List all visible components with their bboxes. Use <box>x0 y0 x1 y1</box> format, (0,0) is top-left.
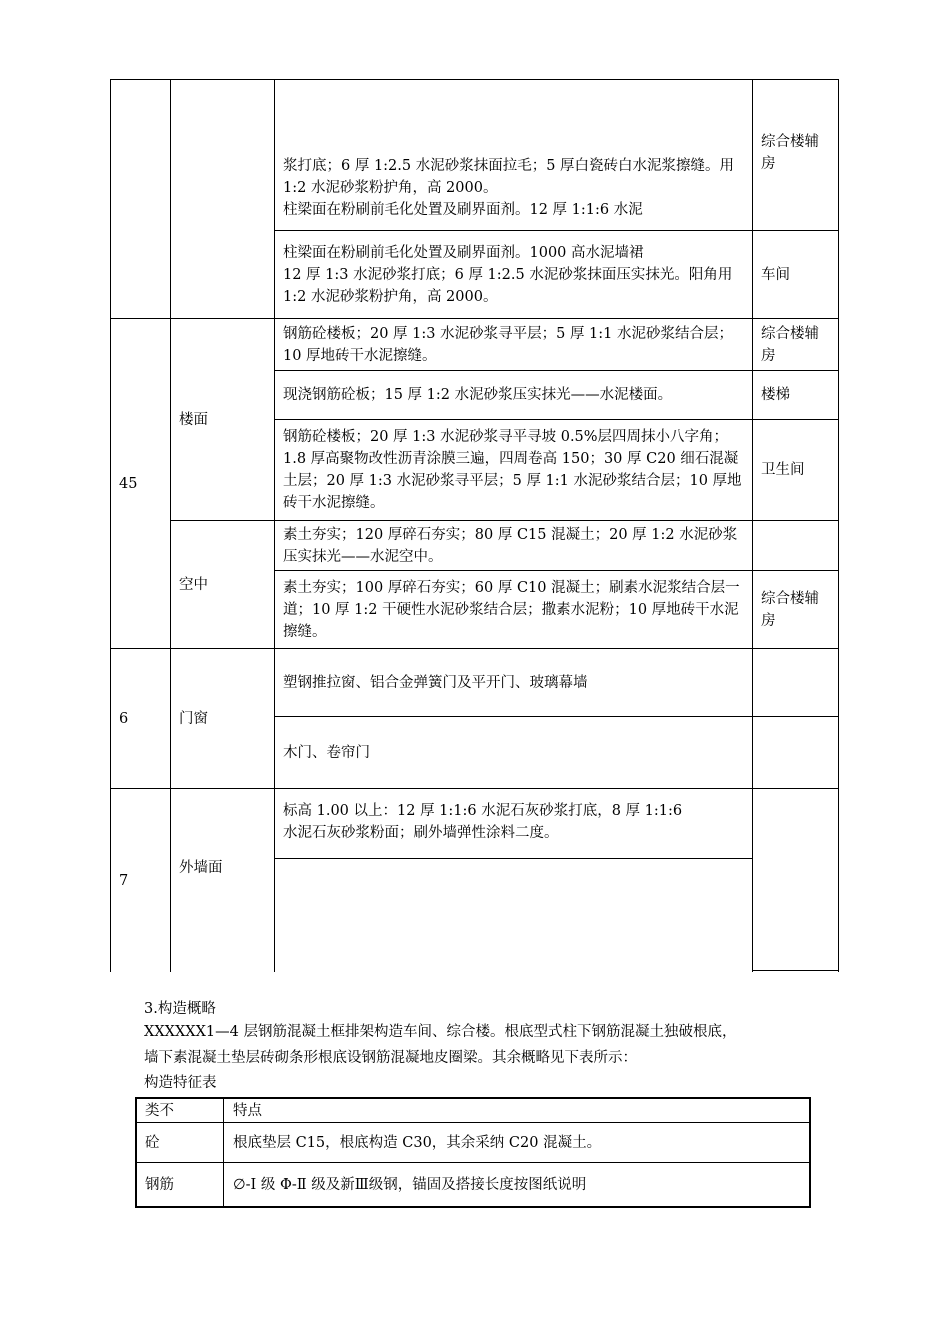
table-line <box>752 970 839 971</box>
table-cell-use <box>753 789 838 970</box>
cell-text: 门窗 <box>179 710 208 727</box>
cell-text: 综合楼辅房 <box>761 325 819 364</box>
cell-text: 综合楼辅房 <box>761 590 819 629</box>
table-line <box>809 1097 811 1208</box>
table-header-cell <box>137 1099 223 1122</box>
table-cell-use <box>753 649 838 716</box>
table-cell <box>137 1163 223 1206</box>
cell-text: 柱梁面在粉刷前毛化处置及刷界面剂。1000 高水泥墙裙 12 厚 1:3 水泥砂浆打底；6 厚 1:2.5 水泥砂浆抹面压实抹光。阳角用 1:2 水泥砂浆粉护角，高 2000。 <box>283 244 733 305</box>
table-cell-category <box>171 789 274 946</box>
table-line <box>110 79 839 80</box>
cell-text: 楼面 <box>179 411 208 428</box>
cell-text: 砼 <box>145 1134 160 1151</box>
cell-text: 类不 <box>145 1102 174 1119</box>
cell-text: 空中 <box>179 576 208 593</box>
table-header-cell <box>224 1099 809 1122</box>
cell-text: 钢筋砼楼板；20 厚 1:3 水泥砂浆寻平层；5 厚 1:1 水泥砂浆结合层；10 厚地砖干水泥擦缝。 <box>283 325 734 364</box>
table-cell-desc <box>275 155 752 230</box>
cell-text: 车间 <box>761 266 790 283</box>
table-cell-use <box>753 319 838 370</box>
table-caption: 构造特征表 <box>144 1075 217 1091</box>
table-cell-use <box>753 131 838 191</box>
table-cell-desc <box>275 800 752 858</box>
cell-text: 45 <box>119 475 138 492</box>
section-paragraph-line: 墙下素混凝土垫层砖砌条形根底设钢筋混凝地皮圈梁。其余概略见下表所示： <box>144 1050 637 1066</box>
table-cell-desc <box>275 717 752 788</box>
cell-text: 木门、卷帘门 <box>283 744 370 761</box>
table-line <box>135 1206 811 1208</box>
cell-text: 综合楼辅房 <box>761 134 819 172</box>
cell-text: 楼梯 <box>761 387 790 403</box>
cell-text: 素土夯实；100 厚碎石夯实；60 厚 C10 混凝土；刷素水泥浆结合层一道；10 厚 1:2 干硬性水泥砂浆结合层；撒素水泥粉；10 厚地砖干水泥擦缝。 <box>283 579 740 640</box>
table-cell-desc <box>275 649 752 716</box>
cell-text: 外墙面 <box>179 859 223 876</box>
cell-text: 塑钢推拉窗、铝合金弹簧门及平开门、玻璃幕墙 <box>283 674 588 691</box>
table-cell-use <box>753 231 838 318</box>
cell-text: 钢筋 <box>145 1176 174 1193</box>
table-cell-use <box>753 521 838 570</box>
structure-feature-table <box>135 1097 811 1208</box>
table-cell-category <box>171 319 274 520</box>
table-cell-desc <box>275 859 752 972</box>
table-cell-category <box>171 521 274 648</box>
table-cell <box>137 1123 223 1162</box>
table-cell-use <box>753 371 838 419</box>
table-cell-desc <box>275 521 752 570</box>
section-heading: 3.构造概略 <box>144 1001 216 1017</box>
table-cell-number <box>111 319 170 648</box>
section-paragraph-line: XXXXXX1—4 层钢筋混凝土框排架构造车间、综合楼。根底型式柱下钢筋混凝土独破根底， <box>144 1024 737 1040</box>
table-cell-number <box>111 789 170 972</box>
table-cell-category <box>171 649 274 788</box>
cell-text: 素土夯实；120 厚碎石夯实；80 厚 C15 混凝土；20 厚 1:2 水泥砂浆压实抹光——水泥空中。 <box>283 526 738 565</box>
cell-text: 6 <box>119 710 129 727</box>
cell-text: 卫生间 <box>761 462 805 478</box>
cell-text: 浆打底；6 厚 1:2.5 水泥砂浆抹面拉毛；5 厚白瓷砖白水泥浆擦缝。用 1:2 水泥砂浆粉护角，高 2000。 柱梁面在粉刷前毛化处置及刷界面剂。12 厚 1:1:6 水泥 <box>283 158 735 218</box>
table-cell <box>224 1123 809 1162</box>
table-cell <box>224 1163 809 1206</box>
table-cell-desc <box>275 571 752 648</box>
cell-text: 钢筋砼楼板；20 厚 1:3 水泥砂浆寻平寻坡 0.5%层四周抹小八字角；1.8 厚高聚物改性沥青涂膜三遍，四周卷高 150；30 厚 C20 细石混凝土层；20 厚 1:3 水泥砂浆寻平层；5 厚 1:1 水泥砂浆结合层；10 厚地砖干水泥擦缝。 <box>283 429 742 511</box>
cell-text: ∅-Ⅰ 级 Φ-Ⅱ 级及新Ⅲ级钢，锚固及搭接长度按图纸说明 <box>233 1176 587 1193</box>
table-cell-desc <box>275 231 752 318</box>
table-cell-desc <box>275 420 752 520</box>
cell-text: 根底垫层 C15，根底构造 C30，其余采纳 C20 混凝土。 <box>233 1134 602 1151</box>
table-cell-desc <box>275 371 752 419</box>
table-cell-use <box>753 571 838 648</box>
cell-text: 7 <box>119 872 129 889</box>
table-cell-use <box>753 420 838 520</box>
cell-text: 特点 <box>233 1102 262 1119</box>
table-cell-use <box>753 717 838 788</box>
table-cell-desc <box>275 319 752 370</box>
table-line <box>838 79 839 972</box>
cell-text: 现浇钢筋砼板；15 厚 1:2 水泥砂浆压实抹光——水泥楼面。 <box>283 387 673 403</box>
table-cell-number <box>111 649 170 788</box>
cell-text: 标高 1.00 以上：12 厚 1:1:6 水泥石灰砂浆打底，8 厚 1:1:6 水泥石灰砂浆粉面；刷外墙弹性涂料二度。 <box>283 803 683 841</box>
